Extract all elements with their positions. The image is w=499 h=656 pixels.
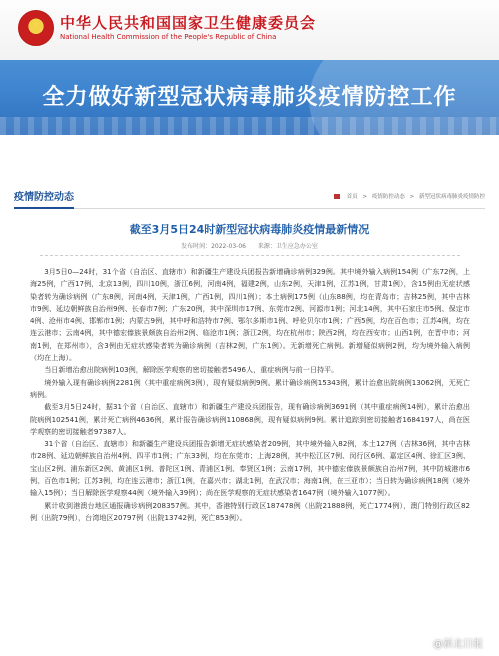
publish-date: 发布时间：2022-03-06 bbox=[181, 243, 246, 250]
article-source: 来源：卫生应急办公室 bbox=[257, 243, 318, 250]
article-title: 截至3月5日24时新型冠状病毒肺炎疫情最新情况 bbox=[129, 223, 370, 236]
article-paragraph: 31个省（自治区、直辖市）和新疆生产建设兵团报告新增无症状感染者209例，其中境外输入82例，本土127例（吉林36例，其中吉林市28例、延边朝鲜族自治州4例、四平市1例；广东33例，均在东莞市；上海28例，其中松江区7例、闵行区6例、嘉定区4例、徐汇区3例、宝山区2例、浦东新区2例、黄浦区1例、普陀区1例、青浦区1例、奉贤区1例；云南17例，其中德宏傣族景颇族自治州7例，其中防城港市6例、百色市1例；江苏3例，均在连云港市；浙江1例，在嘉兴市；湖北1例，在武汉市；海南1例，在三亚市）；当日转为确诊病例18例（境外输入15例）；当日解除医学观察44例（境外输入39例）；尚在医学观察的无症状感染者1647例（境外输入1077例）。 bbox=[30, 439, 470, 498]
national-emblem-icon: ★ bbox=[18, 10, 54, 46]
home-icon bbox=[334, 194, 340, 199]
breadcrumb-item-dynamics[interactable]: 疫情防控动态 bbox=[371, 194, 405, 200]
breadcrumb-separator: > bbox=[409, 194, 415, 200]
article-paragraph: 累计收到港澳台地区通报确诊病例208357例。其中，香港特别行政区187478例（出院21888例，死亡1774例），澳门特别行政区82例（出院79例），台湾地区20797例（出院13742例，死亡853例）。 bbox=[30, 500, 470, 522]
article-paragraph: 3月5日0—24时，31个省（自治区、直辖市）和新疆生产建设兵团报告新增确诊病例329例。其中境外输入病例154例（广东72例，上海25例，广西17例，北京13例，四川10例，浙江6例，河南4例，福建2例，山东2例，天津1例，江苏1例，甘肃1例），含15例由无症状感染者转为确诊病例（广东8例，河南4例，天津1例，广西1例，四川1例）；本土病例175例（山东88例，均在青岛市；吉林25例，其中吉林市9例、延边朝鲜族自治州9例、长春市7例；广东20例，其中深圳市17例、东莞市2例、河源市1例；河北14例，其中石家庄市5例、保定市4例、沧州市4例、邯郸市1例；内蒙古9例，其中呼和浩特市7例、鄂尔多斯市1例、呼伦贝尔市1例；广西5例，均在百色市；江苏4例，均在连云港市；云南4例，其中德宏傣族景颇族自治州2例、临沧市1例；浙江2例，均在杭州市；陕西2例，均在西安市；山西1例，在晋中市；河南1例，在郑州市），含3例由无症状感染者转为确诊病例（吉林2例，广东1例）。无新增死亡病例。新增疑似病例2例，均为境外输入病例（均在上海）。 bbox=[30, 267, 470, 363]
breadcrumb-home[interactable]: 首页 bbox=[346, 194, 358, 200]
section-bar bbox=[14, 184, 485, 209]
article-paragraph: 当日新增治愈出院病例103例，解除医学观察的密切接触者5496人，重症病例与前一日持平。 bbox=[44, 365, 339, 375]
section-title[interactable]: 疫情防控动态 bbox=[14, 188, 74, 209]
breadcrumb bbox=[334, 192, 485, 200]
watermark: @新北日报 bbox=[433, 639, 483, 650]
breadcrumb-item-current[interactable]: 新型冠状病毒肺炎疫情防控 bbox=[418, 194, 485, 200]
divider bbox=[40, 255, 460, 256]
banner bbox=[0, 60, 499, 135]
banner-title: 全力做好新型冠状病毒肺炎疫情防控工作 bbox=[42, 85, 457, 110]
org-name-en: National Health Commission of the People's Republic of China bbox=[60, 33, 277, 41]
org-name-cn[interactable]: 中华人民共和国国家卫生健康委员会 bbox=[60, 14, 317, 32]
breadcrumb-separator: > bbox=[362, 194, 368, 200]
article-meta bbox=[0, 241, 499, 250]
banner-skyline bbox=[0, 117, 499, 135]
site-header bbox=[0, 0, 499, 60]
article-paragraph: 截至3月5日24时，据31个省（自治区、直辖市）和新疆生产建设兵团报告，现有确诊病例3691例（其中重症病例14例），累计治愈出院病例102541例，累计死亡病例4636例，累计报告确诊病例110868例，现有疑似病例9例。累计追踪到密切接触者1684197人，尚在医学观察的密切接触者97387人。 bbox=[30, 402, 470, 436]
article-body bbox=[30, 266, 470, 524]
article-paragraph: 境外输入现有确诊病例2281例（其中重症病例3例），现有疑似病例9例。累计确诊病例15343例，累计治愈出院病例13062例，无死亡病例。 bbox=[30, 377, 470, 399]
